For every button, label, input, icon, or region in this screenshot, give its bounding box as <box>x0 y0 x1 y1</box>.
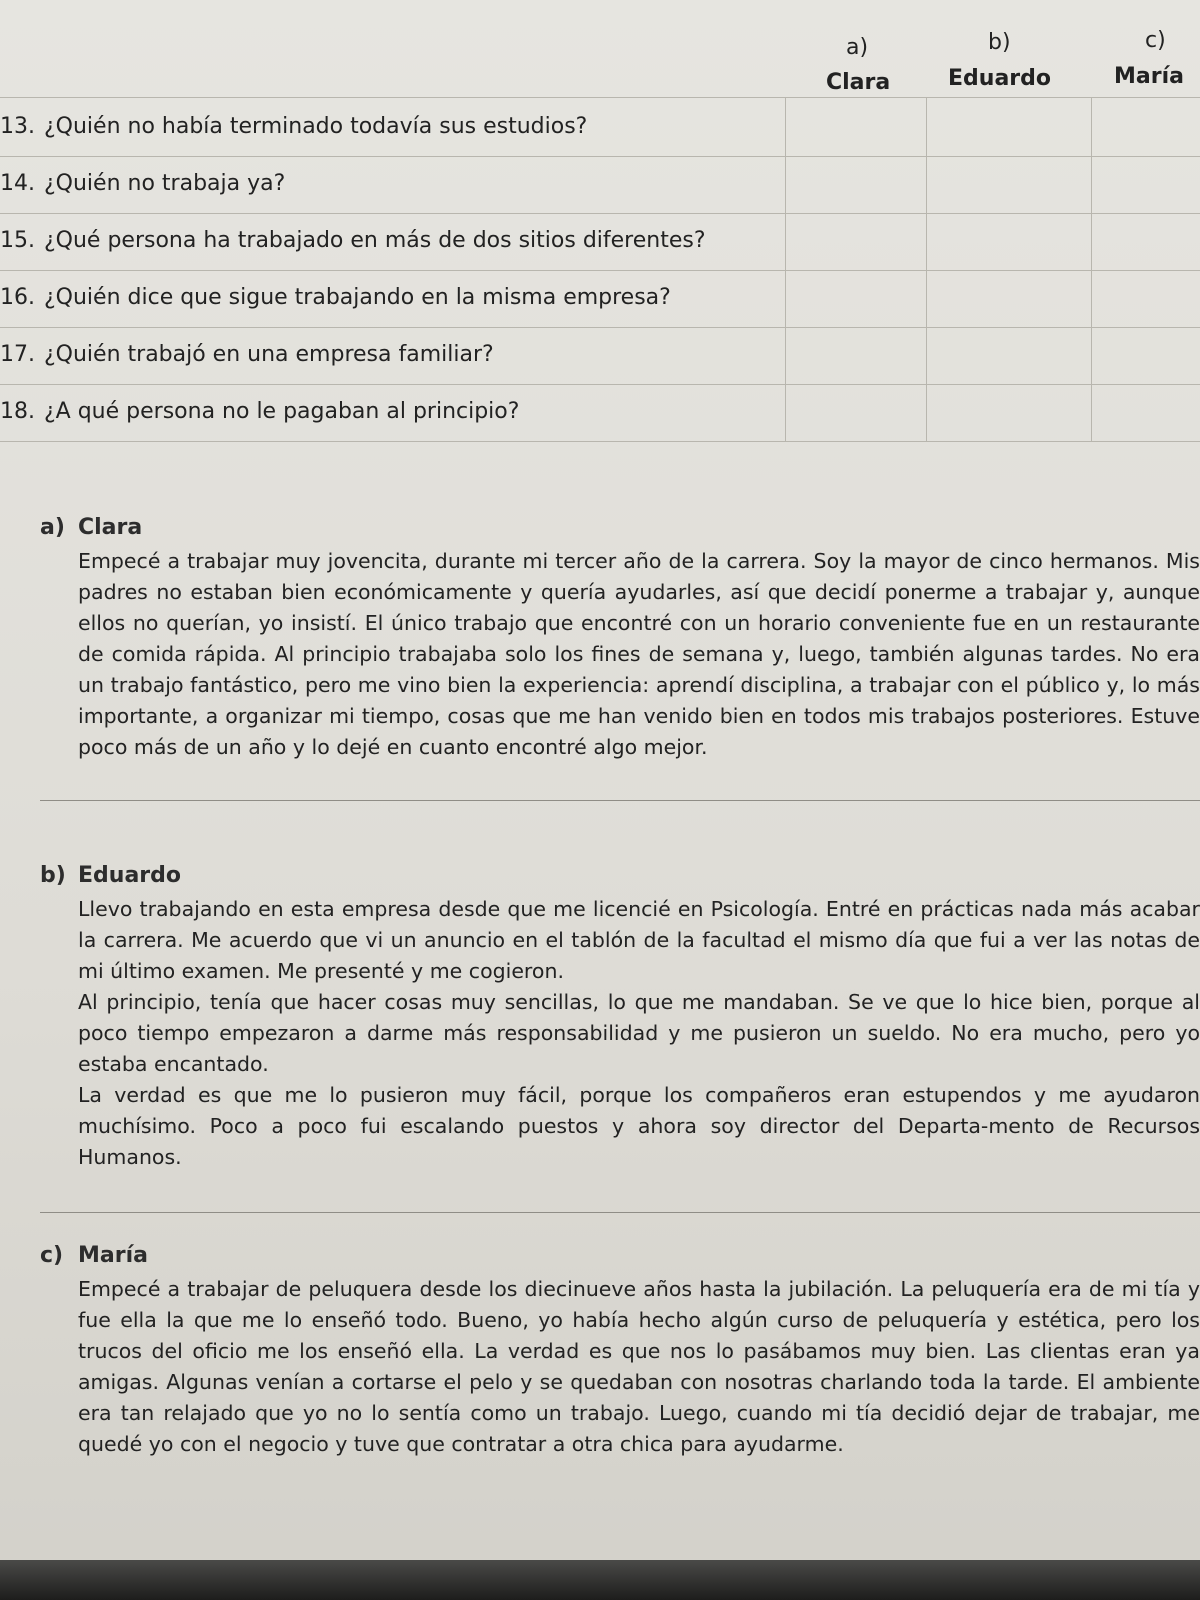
question-text: ¿A qué persona no le pagaban al principio? <box>44 399 520 424</box>
column-letter-a: a) <box>846 35 869 60</box>
question-text: ¿Quién trabajó en una empresa familiar? <box>44 342 494 367</box>
photo-dark-edge <box>0 1560 1200 1600</box>
paragraph: Empecé a trabajar de peluquera desde los diecinueve años hasta la jubilación. La peluquería era de mi tía y fue ella la que me lo enseñó todo. Bueno, yo había hecho algún curso de peluquería y estética, pero los trucos del oficio me los enseñó ella. La verdad es que nos lo pasábamos muy bien. Las clientas eran ya amigas. Algunas venían a cortarse el pelo y se quedaban con nosotras charlando toda la tarde. El ambiente era tan relajado que yo no lo sentía como un trabajo. Luego, cuando mi tía decidió dejar de trabajar, me quedé yo con el negocio y tuve que contratar a otra chica para ayudarme. <box>78 1277 1200 1456</box>
question-table <box>0 0 1200 450</box>
question-text: ¿Quién no había terminado todavía sus estudios? <box>44 114 588 139</box>
text-section-eduardo <box>40 863 1200 1173</box>
question-number: 14. <box>0 171 35 196</box>
question-number: 15. <box>0 228 35 253</box>
paragraph: La verdad es que me lo pusieron muy fácil, porque los compañeros eran estupendos y me ayudaron muchísimo. Poco a poco fui escalando puestos y ahora soy director del Departa-mento de Recursos Humanos. <box>78 1083 1200 1169</box>
section-heading <box>40 863 1200 888</box>
section-heading <box>40 515 1200 540</box>
grid-divider <box>1091 97 1092 442</box>
paragraph: Al principio, tenía que hacer cosas muy sencillas, lo que me mandaban. Se ve que lo hice bien, porque al poco tiempo empezaron a darme más responsabilidad y me pusieron un sueldo. No era mucho, pero yo estaba encantado. <box>78 990 1200 1076</box>
section-name: María <box>78 1243 148 1268</box>
section-divider <box>40 1212 1200 1213</box>
question-text: ¿Quién no trabaja ya? <box>44 171 286 196</box>
grid-divider <box>926 97 927 442</box>
text-section-maria <box>40 1243 1200 1460</box>
question-number: 17. <box>0 342 35 367</box>
column-letter-c: c) <box>1145 28 1166 53</box>
column-name-maria: María <box>1114 64 1184 89</box>
text-section-clara <box>40 515 1200 763</box>
question-number: 18. <box>0 399 35 424</box>
question-number: 16. <box>0 285 35 310</box>
question-number: 13. <box>0 114 35 139</box>
section-divider <box>40 800 1200 801</box>
section-letter: b) <box>40 863 66 888</box>
section-heading <box>40 1243 1200 1268</box>
section-letter: c) <box>40 1243 64 1268</box>
column-name-clara: Clara <box>826 70 891 95</box>
column-name-eduardo: Eduardo <box>948 66 1051 91</box>
section-name: Clara <box>78 515 143 540</box>
paragraph: Empecé a trabajar muy jovencita, durante mi tercer año de la carrera. Soy la mayor de cinco hermanos. Mis padres no estaban bien económicamente y quería ayudarles, así que decidí ponerme a trabajar y, aunque ellos no querían, yo insistí. El único trabajo que encontré con un horario conveniente fue en un restaurante de comida rápida. Al principio trabajaba solo los fines de semana y, luego, también algunas tardes. No era un trabajo fantástico, pero me vino bien la experiencia: aprendí disciplina, a trabajar con el público y, lo más importante, a organizar mi tiempo, cosas que me han venido bien en todos mis trabajos posteriores. Estuve poco más de un año y lo dejé en cuanto encontré algo mejor. <box>78 549 1200 759</box>
section-letter: a) <box>40 515 65 540</box>
answer-grid <box>785 97 1200 442</box>
question-text: ¿Quién dice que sigue trabajando en la misma empresa? <box>44 285 671 310</box>
question-text: ¿Qué persona ha trabajado en más de dos sitios diferentes? <box>44 228 706 253</box>
column-letter-b: b) <box>988 30 1011 55</box>
section-name: Eduardo <box>78 863 181 888</box>
paragraph: Llevo trabajando en esta empresa desde que me licencié en Psicología. Entré en prácticas nada más acabar la carrera. Me acuerdo que vi un anuncio en el tablón de la facultad el mismo día que fui a ver las notas de mi último examen. Me presenté y me cogieron. <box>78 897 1200 983</box>
